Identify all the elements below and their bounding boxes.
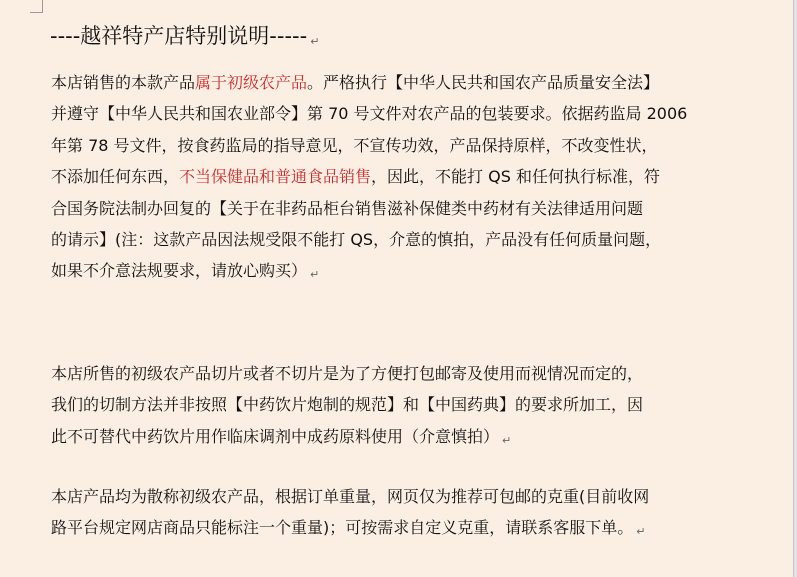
paragraph-line [51, 193, 751, 224]
paragraph-line [51, 389, 751, 420]
title-text: ----越祥特产店特别说明----- [50, 24, 308, 48]
notice-paragraph-legal [51, 67, 751, 287]
paragraph-line [51, 481, 751, 512]
body-text: 本店销售的本款产品 [51, 73, 196, 92]
paragraph-line [51, 358, 751, 389]
highlighted-text: 属于初级农产品 [195, 73, 308, 92]
paragraph-mark-icon: ↵ [636, 525, 646, 539]
paragraph-mark-icon: ↵ [310, 35, 320, 48]
body-text: 本店所售的初级农产品切片或者不切片是为了方便打包邮寄及使用而视情况而定的， [51, 364, 644, 383]
body-text: 此不可替代中药饮片用作临床调剂中成药原料使用（介意慎拍） [51, 426, 500, 446]
body-text: 合国务院法制办回复的【关于在非药品柜台销售滋补保健类中药材有关法律适用问题 [51, 198, 644, 218]
paragraph-mark-icon: ↵ [310, 268, 320, 282]
notice-paragraph-slicing [51, 358, 751, 452]
body-text: 如果不介意法规要求，请放心购买） [51, 261, 308, 281]
body-text: 路平台规定网店商品只能标注一个重量)；可按需求自定义克重，请联系客服下单。 [51, 518, 634, 538]
body-text: 。严格执行【中华人民共和国农产品质量安全法】 [307, 73, 660, 92]
body-text: ，因此，不能打 QS 和任何执行标准，符 [371, 167, 660, 187]
body-text: 并遵守【中华人民共和国农业部令】第 70 号文件对农产品的包装要求。依据药监局 2006 [51, 104, 688, 124]
body-text: 的请示】(注：这款产品因法规受限不能打 QS，介意的慎拍，产品没有任何质量问题， [51, 229, 662, 249]
body-text: 不添加任何东西， [51, 167, 180, 187]
highlighted-text: 不当保健品和普通食品销售 [179, 167, 372, 187]
paragraph-line [51, 224, 751, 255]
paragraph-line [51, 255, 751, 286]
paragraph-line [51, 161, 751, 192]
page-title [50, 20, 319, 58]
paragraph-line [51, 67, 751, 98]
paragraph-line [51, 421, 751, 452]
paragraph-line [51, 98, 751, 129]
body-text: 年第 78 号文件，按食药监局的指导意见，不宣传功效，产品保持原样，不改变性状， [51, 135, 658, 155]
body-text: 本店产品均为散称初级农产品，根据订单重量，网页仅为推荐可包邮的克重(目前收网 [51, 487, 650, 506]
paragraph-mark-icon: ↵ [502, 433, 512, 447]
paragraph-line [51, 512, 751, 543]
margin-corner-mark [30, 0, 43, 13]
paragraph-line [51, 130, 751, 161]
notice-paragraph-weight [51, 481, 751, 544]
body-text: 我们的切制方法并非按照【中药饮片炮制的规范】和【中国药典】的要求所加工，因 [51, 395, 644, 415]
